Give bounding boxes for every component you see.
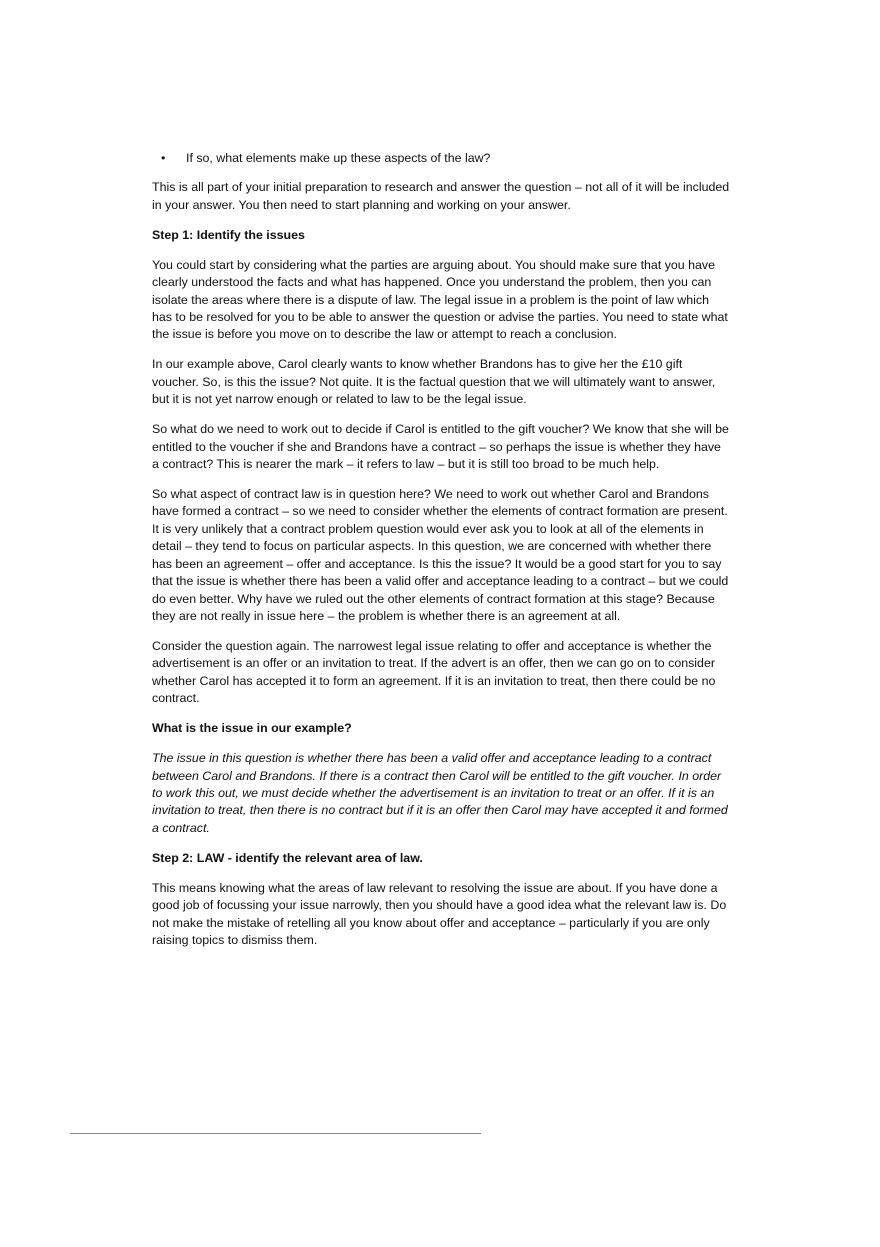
document-body xyxy=(152,150,730,962)
paragraph-example: In our example above, Carol clearly wants to know whether Brandons has to give her the £10 gift voucher. So, is this the issue? Not quite. It is the factual question that we will ultimately want to answer, but it is not yet narrow enough or related to law to be the legal issue. xyxy=(152,357,716,407)
paragraph-contract-law: So what aspect of contract law is in question here? We need to work out whether Carol and Brandons have formed a contract – so we need to consider whether the elements of contract formation are present. It is very unlikely that a contract problem question would ever ask you to look at all of the elements in detail – they tend to focus on particular aspects. In this question, we are concerned with whether there has been an agreement – offer and acceptance. Is this the issue? It would be a good start for you to say that the issue is whether there has been a valid offer and acceptance leading to a contract – but we could do even better. Why have we ruled out the other elements of contract formation at this stage? Because they are not really in issue here – the problem is whether there is an agreement at all. xyxy=(152,487,729,623)
paragraph-issue-statement: The issue in this question is whether there has been a valid offer and acceptance leading to a contract between Carol and Brandons. If there is a contract then Carol will be entitled to the gift voucher. In order to work this out, we must decide whether the advertisement is an invitation to treat or an offer. If it is an invitation to treat, then there is no contract but if it is an offer then Carol may have accepted it and formed a contract. xyxy=(152,751,728,835)
bullet-icon: • xyxy=(161,151,166,165)
bullet-text: If so, what elements make up these aspects of the law? xyxy=(186,151,491,165)
paragraph-consider-question: Consider the question again. The narrowest legal issue relating to offer and acceptance is whether the advertisement is an offer or an invitation to treat. If the advert is an offer, then we can go on to consider whether Carol has accepted it to form an agreement. If it is an invitation to treat, then there could be no contract. xyxy=(152,638,716,706)
bullet-item xyxy=(152,150,730,167)
paragraph-gift-voucher: So what do we need to work out to decide if Carol is entitled to the gift voucher? We know that she will be entitled to the voucher if she and Brandons have a contract – so perhaps the issue is whether they have a contract? This is nearer the mark – it refers to law – but it is still too broad to be much help. xyxy=(152,422,729,472)
paragraph-intro: This is all part of your initial preparation to research and answer the question – not all of it will be included in your answer. You then need to start planning and working on your answer. xyxy=(152,180,730,212)
heading-issue-example: What is the issue in our example? xyxy=(152,721,352,736)
footnote-separator xyxy=(70,1133,481,1134)
paragraph-step-2: This means knowing what the areas of law relevant to resolving the issue are about. If you have done a good job of focussing your issue narrowly, then you should have a good idea what the relevant law is. Do not make the mistake of retelling all you know about offer and acceptance – particularly if you are only raising topics to dismiss them. xyxy=(152,880,727,947)
heading-step-1: Step 1: Identify the issues xyxy=(152,227,305,242)
heading-step-2: Step 2: LAW - identify the relevant area of law. xyxy=(152,850,423,865)
paragraph-step-1: You could start by considering what the parties are arguing about. You should make sure that you have clearly understood the facts and what has happened. Once you understand the problem, then you can isolate the areas where there is a dispute of law. The legal issue in a problem is the point of law which has to be resolved for you to be able to answer the question or advise the parties. You need to state what the issue is before you move on to describe the law or attempt to reach a conclusion. xyxy=(152,257,728,342)
